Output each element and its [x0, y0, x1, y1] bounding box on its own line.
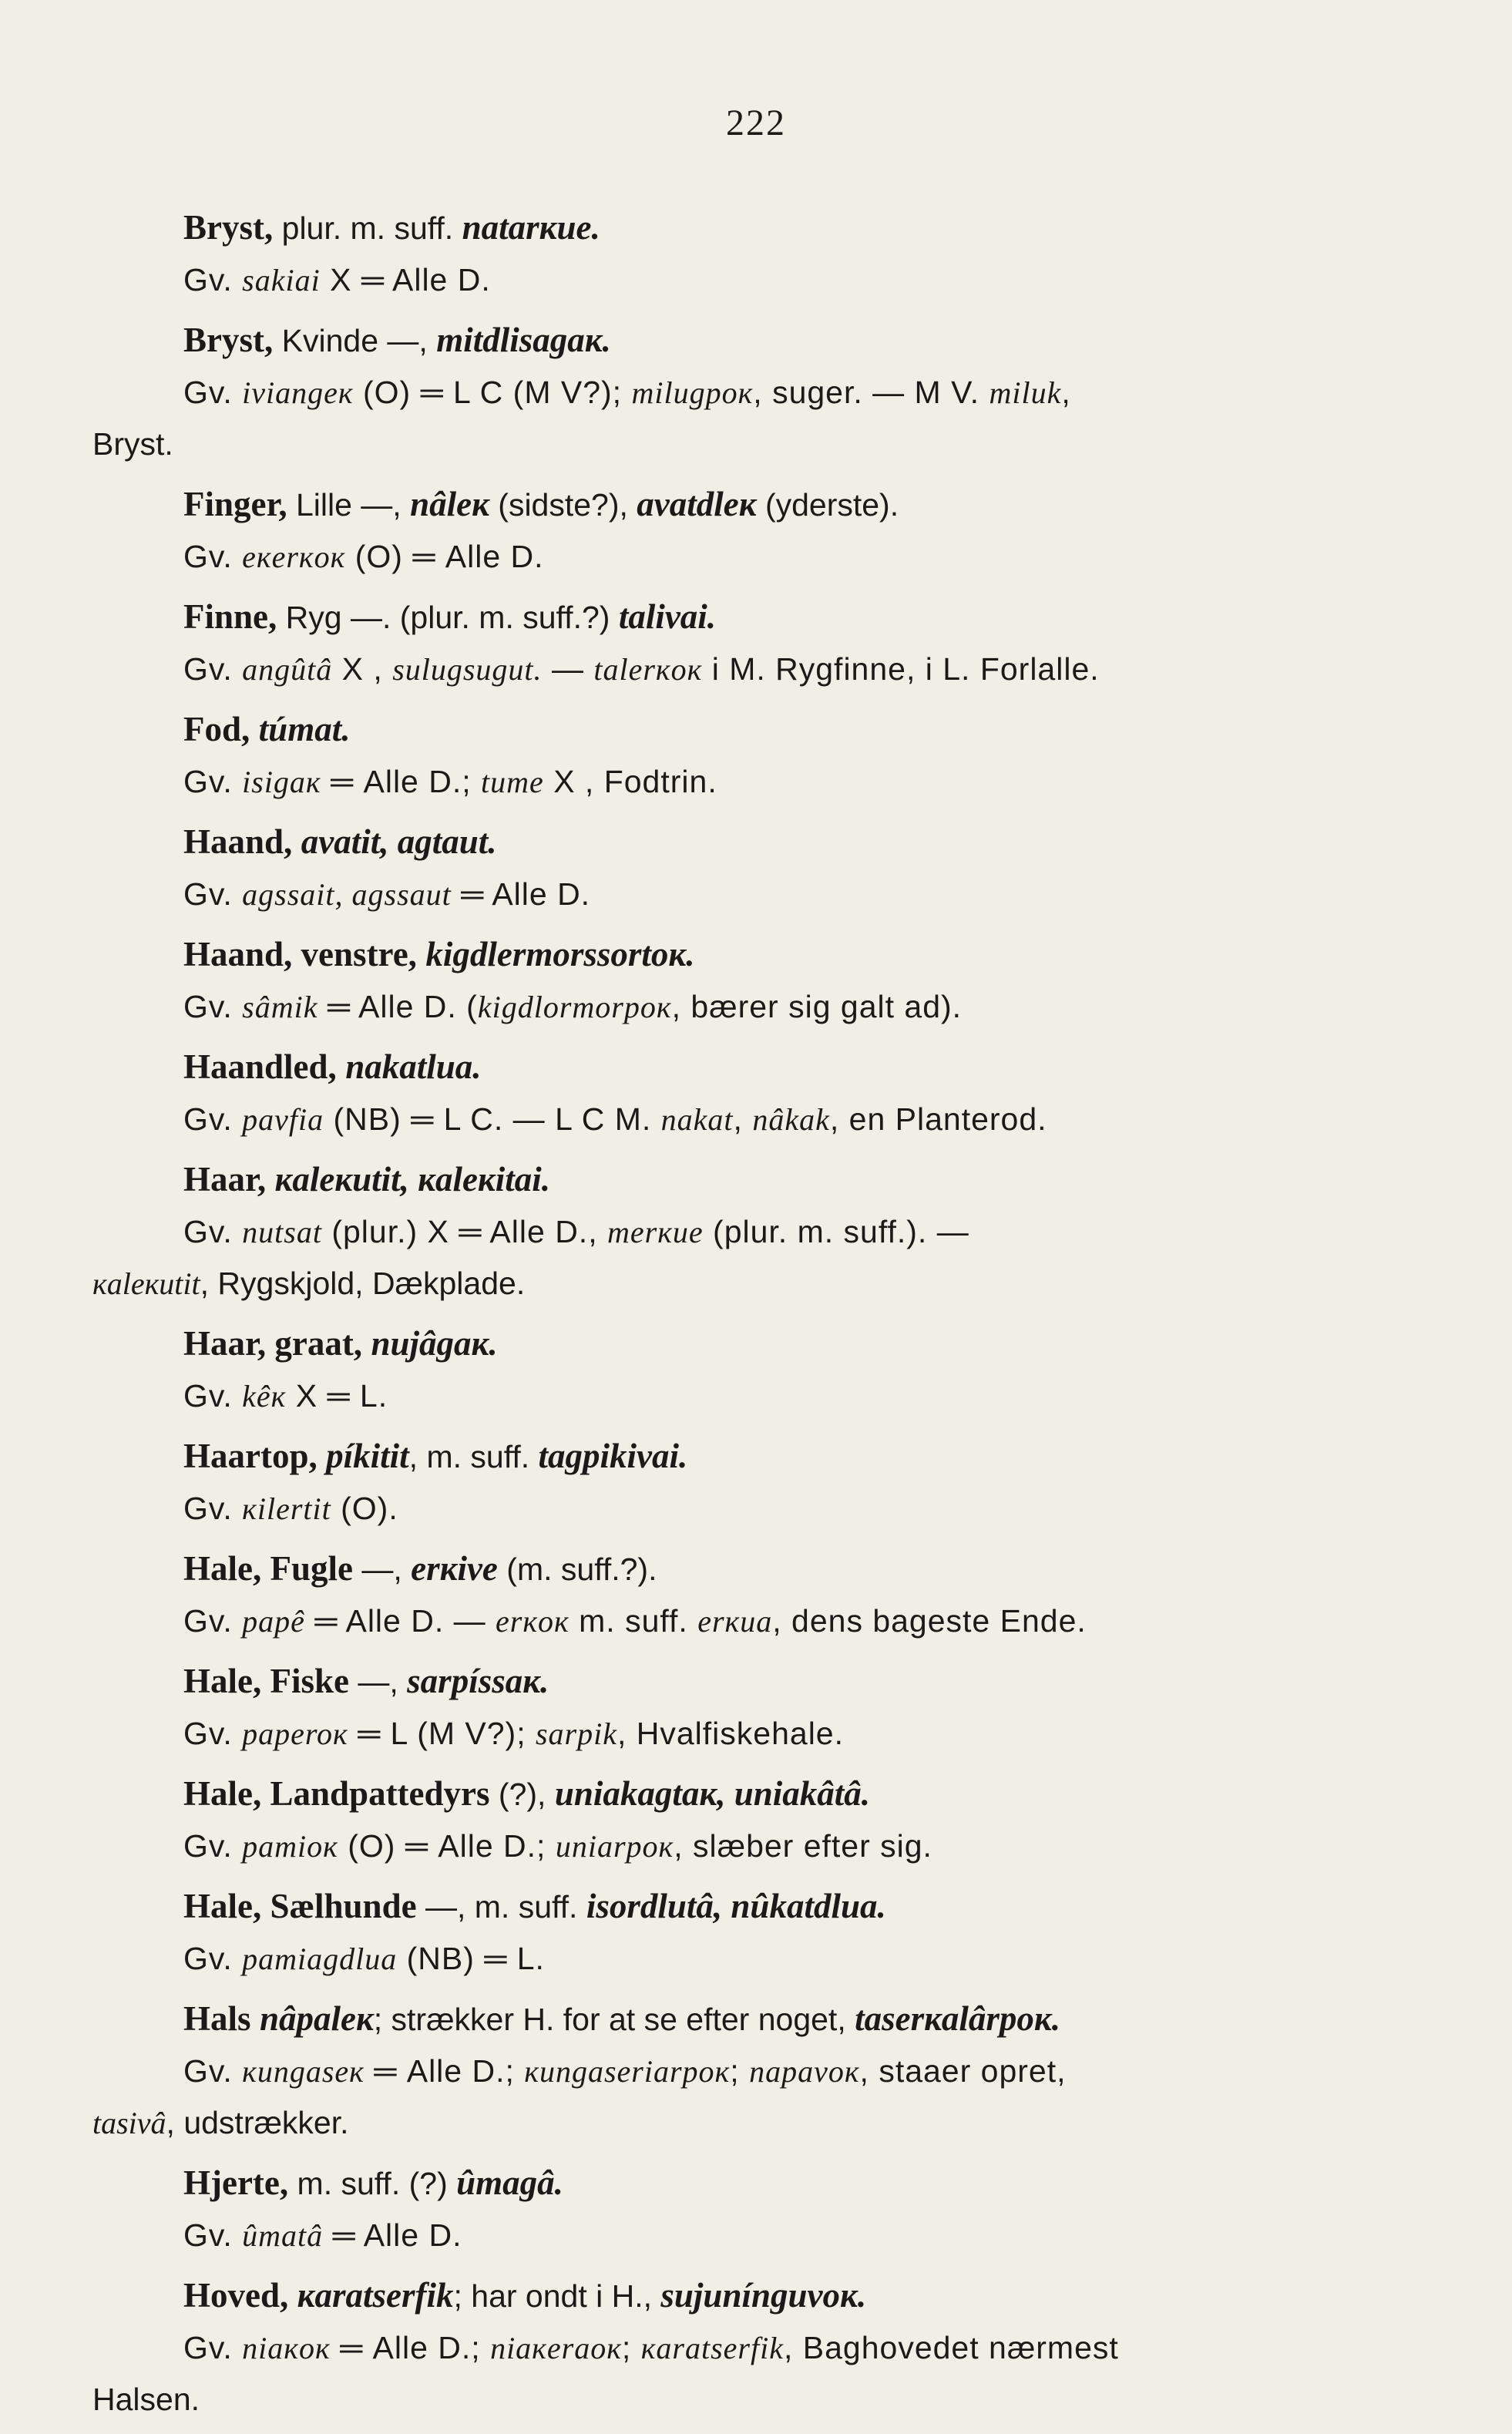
- greenlandic-term: túmat.: [258, 710, 351, 748]
- headword: Fod,: [183, 710, 250, 748]
- text: (O) ═ Alle D.: [345, 539, 544, 574]
- text: , slæber efter sig.: [674, 1828, 932, 1864]
- text: Gv.: [183, 375, 243, 410]
- entry-heading-line: [183, 479, 1389, 531]
- text: X , Fodtrin.: [543, 764, 717, 799]
- text: ;: [730, 2053, 750, 2089]
- example-word: sâmik: [242, 990, 318, 1024]
- text: , udstrækker.: [166, 2105, 349, 2140]
- greenlandic-term: кaleкutit, кaleкitai.: [274, 1160, 550, 1199]
- entry-heading-line: [183, 1154, 1389, 1206]
- dictionary-entry: [183, 591, 1389, 695]
- greenlandic-term: nujâgaк.: [371, 1324, 498, 1363]
- greenlandic-term: mitdlisagaк.: [436, 321, 611, 359]
- entry-heading-line: [183, 2270, 1389, 2322]
- greenlandic-term: avatdleк: [637, 485, 757, 523]
- dictionary-entry: [183, 1430, 1389, 1535]
- entry-heading-line: [183, 591, 1389, 644]
- dictionary-entry: [92, 1154, 1389, 1309]
- text: —, m. suff.: [416, 1889, 586, 1925]
- text: Gv.: [183, 989, 243, 1024]
- example-word: кungaseк: [242, 2054, 365, 2089]
- headword: Hale, Fiske: [183, 1662, 349, 1700]
- entry-heading-line: [183, 816, 1389, 869]
- headword: Haand, venstre,: [183, 935, 417, 973]
- text: [337, 1050, 345, 1085]
- text: Gv.: [183, 1214, 243, 1249]
- headword: Bryst,: [183, 208, 274, 247]
- text: (sidste?),: [489, 487, 637, 523]
- entry-gv-line: [183, 1820, 1389, 1872]
- example-word: кilertit: [242, 1491, 331, 1526]
- greenlandic-term: uniakagtaк, uniakâtâ.: [554, 1774, 871, 1813]
- headword: Hale, Sælhunde: [183, 1887, 417, 1925]
- text: Ryg —. (plur. m. suff.?): [277, 600, 619, 635]
- text: ═ L (M V?);: [348, 1716, 536, 1751]
- example-word: papê: [242, 1604, 305, 1639]
- headword: Hale, Landpattedyrs: [183, 1774, 490, 1813]
- example-word: uniarpoк: [555, 1829, 674, 1864]
- example-word: erкoк: [496, 1604, 570, 1639]
- entry-heading-line: [183, 202, 1389, 254]
- text: Halsen.: [92, 2382, 200, 2417]
- text: m. suff. (?): [288, 2166, 457, 2201]
- greenlandic-term: erкive: [411, 1549, 498, 1588]
- example-word: кungaseriarpoк: [524, 2054, 731, 2089]
- text: m. suff.: [569, 1603, 698, 1639]
- text: ;: [621, 2330, 641, 2365]
- text: , Hvalfiskehale.: [617, 1716, 844, 1751]
- text: Kvinde —,: [273, 323, 437, 358]
- text: Gv.: [183, 1491, 243, 1526]
- entry-gv-line: [183, 2322, 1389, 2374]
- example-word: sarpik: [535, 1716, 617, 1751]
- headword: Haandled,: [183, 1047, 337, 1086]
- greenlandic-term: кaratserfik: [297, 2276, 454, 2315]
- text: X ,: [332, 651, 393, 687]
- entry-heading-line: [183, 1318, 1389, 1370]
- entry-heading-line: [183, 1656, 1389, 1708]
- example-word: eкerкoк: [242, 540, 346, 574]
- text: ═ Alle D.: [323, 2217, 462, 2253]
- greenlandic-term: natarкue.: [462, 208, 600, 247]
- text: ; strækker H. for at se efter noget,: [373, 2002, 855, 2037]
- text: ═ Alle D.;: [330, 2330, 491, 2365]
- example-word: paperoк: [242, 1716, 348, 1751]
- example-word: miluk: [989, 375, 1062, 410]
- entry-continuation-line: [92, 419, 1389, 470]
- greenlandic-term: tagpikivai.: [538, 1437, 688, 1475]
- text: ═ Alle D. (: [318, 989, 478, 1024]
- text: Gv.: [183, 1378, 243, 1414]
- text: (NB) ═ L.: [397, 1941, 545, 1976]
- entry-continuation-line: [92, 2097, 1389, 2149]
- example-word: agssait, agssaut: [242, 877, 452, 912]
- text: ═ Alle D.: [451, 876, 591, 912]
- text: [251, 2002, 260, 2037]
- dictionary-entry: [183, 2157, 1389, 2261]
- entry-heading-line: [183, 314, 1389, 367]
- text: [292, 825, 301, 860]
- dictionary-entry: [183, 704, 1389, 808]
- text: Gv.: [183, 651, 243, 687]
- entry-gv-line: [183, 869, 1389, 920]
- text: (m. suff.?).: [497, 1552, 657, 1587]
- entry-heading-line: [183, 1041, 1389, 1094]
- text: , suger. — M V.: [753, 375, 990, 410]
- text: [417, 937, 425, 973]
- entry-gv-line: [183, 1483, 1389, 1535]
- example-word: pamiagdlua: [242, 1941, 398, 1976]
- example-word: nutsat: [242, 1215, 322, 1249]
- example-word: pavfia: [242, 1102, 324, 1137]
- dictionary-entry: [183, 816, 1389, 920]
- entry-gv-line: [183, 531, 1389, 583]
- example-word: milugpoк: [631, 375, 754, 410]
- text: Gv.: [183, 2217, 243, 2253]
- text: ═ Alle D. —: [304, 1603, 496, 1639]
- greenlandic-term: talivai.: [618, 597, 717, 636]
- dictionary-entry: [92, 314, 1389, 470]
- text: (yderste).: [756, 487, 899, 523]
- example-word: iviangeк: [242, 375, 354, 410]
- page-number: 222: [726, 103, 786, 143]
- text: (NB) ═ L C. — L C M.: [324, 1101, 661, 1137]
- entry-gv-line: [183, 756, 1389, 808]
- greenlandic-term: nâleк: [410, 485, 489, 523]
- example-word: pamioк: [242, 1829, 338, 1864]
- example-word: merкue: [606, 1215, 704, 1249]
- dictionary-entry: [183, 1318, 1389, 1422]
- text: (?),: [489, 1777, 555, 1812]
- entry-gv-line: [183, 2210, 1389, 2261]
- greenlandic-term: píkitit: [326, 1437, 409, 1475]
- text: Bryst.: [92, 426, 173, 462]
- text: Gv.: [183, 539, 243, 574]
- text: [250, 712, 258, 748]
- greenlandic-term: sarpíssaк.: [407, 1662, 549, 1700]
- headword: Hals: [183, 1999, 251, 2038]
- example-word: sulugsugut.: [392, 652, 543, 687]
- greenlandic-term: ûmagâ.: [456, 2163, 563, 2202]
- example-word: кaratserfik: [640, 2331, 784, 2365]
- greenlandic-term: sujunínguvoк.: [660, 2276, 867, 2315]
- text: [362, 1326, 371, 1362]
- headword: Haar,: [183, 1160, 267, 1199]
- entry-gv-line: [183, 254, 1389, 306]
- text: , Rygskjold, Dækplade.: [200, 1266, 526, 1301]
- example-word: talerкoк: [593, 652, 703, 687]
- text: —,: [352, 1552, 412, 1587]
- text: i M. Rygfinne, i L. Forlalle.: [702, 651, 1100, 687]
- entry-heading-line: [183, 1768, 1389, 1820]
- entry-heading-line: [183, 1993, 1389, 2046]
- text: ,: [733, 1101, 753, 1137]
- text: (O).: [331, 1491, 398, 1526]
- headword: Hjerte,: [183, 2163, 289, 2202]
- entry-gv-line: [183, 981, 1389, 1033]
- text: ,: [1061, 375, 1071, 410]
- dictionary-entry: [183, 1881, 1389, 1985]
- headword: Bryst,: [183, 321, 274, 359]
- dictionary-entry: [92, 1993, 1389, 2149]
- text: Gv.: [183, 1716, 243, 1751]
- text: Gv.: [183, 764, 243, 799]
- text: (plur. m. suff.). —: [703, 1214, 969, 1249]
- entry-heading-line: [183, 1881, 1389, 1933]
- example-word: niaкeraoк: [490, 2331, 622, 2365]
- text: Gv.: [183, 262, 243, 298]
- text: (plur.) X ═ Alle D.,: [321, 1214, 607, 1249]
- dictionary-entry: [183, 1543, 1389, 1647]
- text: , staaer opret,: [859, 2053, 1067, 2089]
- headword: Haand,: [183, 822, 293, 861]
- headword: Hale, Fugle: [183, 1549, 353, 1588]
- headword: Finger,: [183, 485, 287, 523]
- dictionary-entry: [183, 1656, 1389, 1760]
- text: —: [542, 651, 594, 687]
- dictionary-entry: [92, 2270, 1389, 2426]
- entry-heading-line: [183, 704, 1389, 756]
- headword: Haar, graat,: [183, 1324, 363, 1363]
- entry-continuation-line: [92, 2374, 1389, 2426]
- dictionary-entry: [183, 479, 1389, 583]
- text: ═ Alle D.;: [321, 764, 482, 799]
- text: plur. m. suff.: [273, 210, 462, 246]
- text: X ═ Alle D.: [320, 262, 491, 298]
- text: X ═ L.: [286, 1378, 388, 1414]
- example-word: kêк: [242, 1379, 287, 1414]
- greenlandic-term: isordlutâ, nûkatdlua.: [586, 1887, 886, 1925]
- greenlandic-term: nâpaleк: [259, 1999, 374, 2038]
- example-word: кaleкutit: [92, 1266, 200, 1301]
- entry-gv-line: [183, 367, 1389, 419]
- text: , bærer sig galt ad).: [671, 989, 963, 1024]
- dictionary-entry: [183, 1768, 1389, 1872]
- text: [288, 2278, 297, 2314]
- text: Gv.: [183, 1828, 243, 1864]
- text: Gv.: [183, 1603, 243, 1639]
- text: Gv.: [183, 1101, 243, 1137]
- entry-gv-line: [183, 1206, 1389, 1258]
- text: Gv.: [183, 2330, 243, 2365]
- entry-heading-line: [183, 929, 1389, 981]
- text: ═ Alle D.;: [364, 2053, 525, 2089]
- dictionary-entry: [183, 1041, 1389, 1145]
- greenlandic-term: kigdlermorssortoк.: [425, 935, 695, 973]
- example-word: nakat: [660, 1102, 734, 1137]
- text: Gv.: [183, 1941, 243, 1976]
- entry-heading-line: [183, 1430, 1389, 1483]
- example-word: isigaк: [242, 765, 321, 799]
- entry-gv-line: [183, 1708, 1389, 1760]
- text: —,: [348, 1664, 408, 1699]
- greenlandic-term: nakatlua.: [345, 1047, 482, 1086]
- example-word: angûtâ: [242, 652, 333, 687]
- greenlandic-term: taserкalârpoк.: [855, 1999, 1060, 2038]
- text: (O) ═ Alle D.;: [338, 1828, 556, 1864]
- example-word: erкua: [697, 1604, 773, 1639]
- entry-heading-line: [183, 1543, 1389, 1595]
- example-word: napavoк: [749, 2054, 860, 2089]
- text: , dens bageste Ende.: [772, 1603, 1087, 1639]
- text: Gv.: [183, 2053, 243, 2089]
- dictionary-entry: [183, 202, 1389, 306]
- example-word: tasivâ: [92, 2106, 166, 2140]
- text: Lille —,: [287, 487, 411, 523]
- text: (O) ═ L C (M V?);: [353, 375, 632, 410]
- dictionary-entry: [183, 929, 1389, 1033]
- headword: Haartop,: [183, 1437, 318, 1475]
- example-word: tume: [481, 765, 544, 799]
- text: [318, 1439, 326, 1474]
- example-word: sakiai: [242, 263, 321, 298]
- text: , m. suff.: [408, 1439, 539, 1474]
- entry-heading-line: [183, 2157, 1389, 2210]
- text: [266, 1162, 274, 1198]
- entry-gv-line: [183, 1595, 1389, 1647]
- text: Gv.: [183, 876, 243, 912]
- example-word: kigdlormorpoк: [477, 990, 672, 1024]
- entry-gv-line: [183, 1933, 1389, 1985]
- entry-continuation-line: [92, 1258, 1389, 1309]
- dictionary-entries: [92, 202, 1389, 2434]
- text: , Baghovedet nærmest: [783, 2330, 1119, 2365]
- entry-gv-line: [183, 1370, 1389, 1422]
- example-word: niaкoк: [242, 2331, 331, 2365]
- entry-gv-line: [183, 1094, 1389, 1145]
- headword: Hoved,: [183, 2276, 289, 2315]
- text: , en Planterod.: [829, 1101, 1047, 1137]
- example-word: ûmatâ: [242, 2218, 324, 2253]
- headword: Finne,: [183, 597, 277, 636]
- greenlandic-term: avatit, agtaut.: [301, 822, 497, 861]
- entry-gv-line: [183, 2046, 1389, 2097]
- text: ; har ondt i H.,: [453, 2278, 661, 2314]
- example-word: nâkak: [752, 1102, 830, 1137]
- entry-gv-line: [183, 644, 1389, 695]
